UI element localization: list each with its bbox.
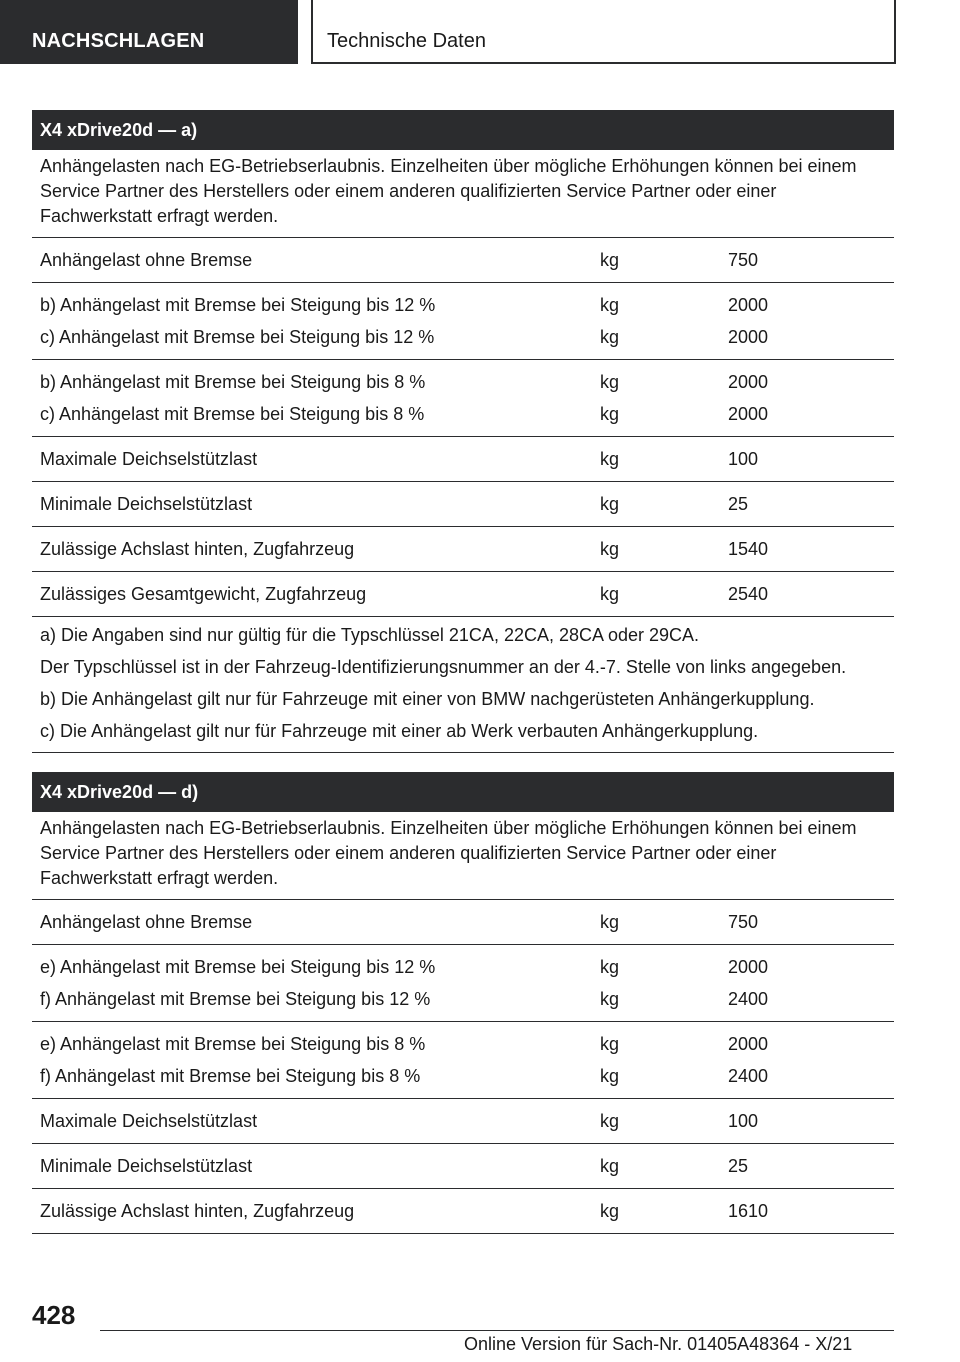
footnote: c) Die Anhängelast gilt nur für Fahrzeuge mit einer ab Werk verbauten Anhängerkupplung.: [40, 721, 759, 741]
table-row: [32, 527, 894, 572]
table-line: [32, 366, 894, 398]
table-row: [32, 238, 894, 283]
table-row: [32, 437, 894, 482]
spec-value: 25: [728, 494, 749, 514]
table-line: [32, 488, 894, 520]
spec-value: 2000: [728, 327, 769, 347]
spec-unit: kg: [600, 1156, 620, 1176]
table-line: [32, 951, 894, 983]
spec-label: c) Anhängelast mit Bremse bei Steigung bis 8 %: [40, 404, 425, 424]
section-intro: Anhängelasten nach EG-Betriebserlaubnis. Einzelheiten über mögliche Erhöhungen können bei einem Service Partner des Herstellers oder einem anderen qualifizierten Service Partner oder einer Fachwerkstatt erfragt werden.: [32, 150, 894, 238]
spec-value: 1540: [728, 539, 769, 559]
spec-value: 100: [728, 1111, 759, 1131]
page-number: 428: [32, 1300, 76, 1330]
footnote: a) Die Angaben sind nur gültig für die Typschlüssel 21CA, 22CA, 28CA oder 29CA.: [40, 625, 700, 645]
spec-unit: kg: [600, 404, 620, 424]
footnote: b) Die Anhängelast gilt nur für Fahrzeuge mit einer von BMW nachgerüsteten Anhängerkupplung.: [40, 689, 815, 709]
spec-value: 750: [728, 912, 759, 932]
spec-label: Zulässige Achslast hinten, Zugfahrzeug: [40, 1201, 355, 1221]
section-intro: Anhängelasten nach EG-Betriebserlaubnis. Einzelheiten über mögliche Erhöhungen können bei einem Service Partner des Herstellers oder einem anderen qualifizierten Service Partner oder einer Fachwerkstatt erfragt werden.: [32, 812, 894, 900]
table-line: [32, 578, 894, 610]
footer-divider: [100, 1330, 894, 1331]
table-row: [32, 1099, 894, 1144]
spec-value: 2400: [728, 989, 769, 1009]
chapter-tab: [0, 0, 298, 64]
spec-value: 2400: [728, 1066, 769, 1086]
spec-label: f) Anhängelast mit Bremse bei Steigung bis 8 %: [40, 1066, 421, 1086]
table-line: [32, 443, 894, 475]
spec-label: b) Anhängelast mit Bremse bei Steigung bis 12 %: [40, 295, 436, 315]
footnotes: [32, 617, 894, 753]
spec-unit: kg: [600, 1066, 620, 1086]
spec-unit: kg: [600, 449, 620, 469]
table-line: [32, 906, 894, 938]
table-row: [32, 482, 894, 527]
table-row: [32, 1022, 894, 1099]
spec-label: Anhängelast ohne Bremse: [40, 250, 253, 270]
table-line: [32, 1060, 894, 1092]
spec-unit: kg: [600, 539, 620, 559]
spec-unit: kg: [600, 989, 620, 1009]
table-row: [32, 1189, 894, 1234]
spec-label: b) Anhängelast mit Bremse bei Steigung bis 8 %: [40, 372, 426, 392]
spec-value: 2000: [728, 1034, 769, 1054]
spec-label: Maximale Deichselstützlast: [40, 449, 258, 469]
spec-unit: kg: [600, 1034, 620, 1054]
table-line: [32, 321, 894, 353]
chapter-title: NACHSCHLAGEN: [32, 30, 205, 52]
table-row: [32, 572, 894, 617]
spec-unit: kg: [600, 957, 620, 977]
spec-unit: kg: [600, 295, 620, 315]
spec-value: 25: [728, 1156, 749, 1176]
section-tab: [311, 0, 896, 64]
spec-unit: kg: [600, 1111, 620, 1131]
spec-value: 750: [728, 250, 759, 270]
spec-section-a: [32, 110, 894, 753]
table-row: [32, 945, 894, 1022]
spec-label: Zulässiges Gesamtgewicht, Zugfahrzeug: [40, 584, 367, 604]
table-row: [32, 900, 894, 945]
spec-value: 2000: [728, 404, 769, 424]
section-title: Technische Daten: [327, 30, 486, 52]
spec-unit: kg: [600, 912, 620, 932]
spec-label: e) Anhängelast mit Bremse bei Steigung bis 8 %: [40, 1034, 426, 1054]
spec-value: 2000: [728, 957, 769, 977]
spec-label: Maximale Deichselstützlast: [40, 1111, 258, 1131]
table-line: [32, 1195, 894, 1227]
spec-label: f) Anhängelast mit Bremse bei Steigung bis 12 %: [40, 989, 431, 1009]
table-line: [32, 983, 894, 1015]
spec-value: 2000: [728, 372, 769, 392]
table-line: [32, 289, 894, 321]
spec-value: 1610: [728, 1201, 769, 1221]
table-line: [32, 398, 894, 430]
spec-value: 2540: [728, 584, 769, 604]
spec-label: e) Anhängelast mit Bremse bei Steigung bis 12 %: [40, 957, 436, 977]
spec-label: Minimale Deichselstützlast: [40, 494, 253, 514]
spec-label: Anhängelast ohne Bremse: [40, 912, 253, 932]
spec-unit: kg: [600, 372, 620, 392]
table-row: [32, 1144, 894, 1189]
table-row: [32, 360, 894, 437]
spec-unit: kg: [600, 584, 620, 604]
spec-unit: kg: [600, 1201, 620, 1221]
spec-unit: kg: [600, 327, 620, 347]
table-line: [32, 1028, 894, 1060]
spec-label: Minimale Deichselstützlast: [40, 1156, 253, 1176]
spec-unit: kg: [600, 250, 620, 270]
table-line: [32, 1105, 894, 1137]
spec-section-d: [32, 772, 894, 1234]
footnote: Der Typschlüssel ist in der Fahrzeug-Identifizierungsnummer an der 4.-7. Stelle von links angegeben.: [40, 657, 847, 677]
spec-label: Zulässige Achslast hinten, Zugfahrzeug: [40, 539, 355, 559]
spec-value: 2000: [728, 295, 769, 315]
spec-label: c) Anhängelast mit Bremse bei Steigung bis 12 %: [40, 327, 435, 347]
footer-text: Online Version für Sach-Nr. 01405A48364 - X/21: [464, 1334, 853, 1354]
section-heading: X4 xDrive20d — d): [32, 772, 894, 812]
table-row: [32, 283, 894, 360]
spec-value: 100: [728, 449, 759, 469]
table-line: [32, 244, 894, 276]
spec-unit: kg: [600, 494, 620, 514]
table-line: [32, 1150, 894, 1182]
table-line: [32, 533, 894, 565]
section-heading: X4 xDrive20d — a): [32, 110, 894, 150]
